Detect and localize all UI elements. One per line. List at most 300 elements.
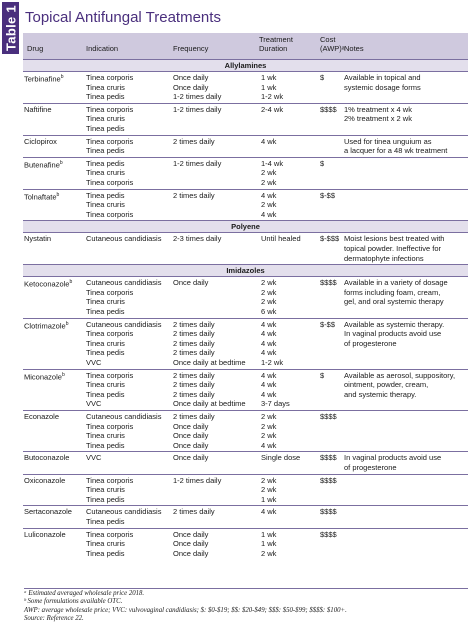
indication-cell bbox=[86, 278, 161, 316]
duration-cell-line: 2 wk bbox=[261, 278, 277, 288]
frequency-cell-line: 2 times daily bbox=[173, 348, 215, 358]
footnote-line: ᵃ Estimated averaged wholesale price 2018. bbox=[24, 590, 145, 597]
duration-cell-line bbox=[261, 146, 276, 156]
frequency-cell-line: 2 times daily bbox=[173, 136, 215, 146]
frequency-cell-line bbox=[173, 254, 221, 264]
frequency-cell-line bbox=[173, 210, 215, 220]
cost-cell-line bbox=[320, 124, 337, 134]
notes-cell-line: ointment, powder, cream, bbox=[344, 380, 429, 390]
indication-cell-line: Cutaneous candidiasis bbox=[86, 278, 162, 288]
frequency-cell-line bbox=[173, 244, 221, 254]
duration-cell-line: 1 wk bbox=[261, 529, 277, 539]
indication-cell-line: Tinea cruris bbox=[86, 200, 125, 210]
indication-cell-line: Cutaneous candidiasis bbox=[86, 319, 162, 329]
table-row bbox=[23, 505, 468, 527]
table-row bbox=[23, 189, 468, 221]
duration-cell-line: 2 wk bbox=[261, 411, 277, 421]
indication-cell-line: Cutaneous candidiasis bbox=[86, 411, 162, 421]
cost-cell-line bbox=[320, 422, 337, 432]
table-row bbox=[23, 276, 468, 317]
table-row bbox=[23, 318, 468, 369]
duration-cell-line: 4 wk bbox=[261, 190, 277, 200]
cost-cell-line bbox=[320, 358, 335, 368]
duration-cell-line: 2 wk bbox=[261, 297, 277, 307]
duration-cell-line: Single dose bbox=[261, 453, 301, 463]
cost-cell-line: $ bbox=[320, 73, 325, 82]
cost-cell bbox=[320, 507, 337, 526]
notes-cell bbox=[344, 278, 448, 316]
drug-name: Butoconazole bbox=[24, 453, 70, 463]
cost-cell-line: $-$$ bbox=[320, 190, 336, 200]
frequency-cell bbox=[173, 278, 208, 316]
frequency-cell bbox=[173, 476, 221, 505]
duration-cell-line bbox=[261, 244, 301, 254]
indication-cell-line: Tinea corporis bbox=[86, 73, 134, 82]
table-row bbox=[23, 528, 468, 560]
table-number-label: Table 1 bbox=[3, 5, 18, 51]
cost-cell-line: $ bbox=[320, 158, 325, 168]
duration-cell-line: 4 wk bbox=[261, 209, 277, 219]
notes-cell-line: of progesterone bbox=[344, 338, 397, 348]
duration-cell-line: Until healed bbox=[261, 234, 301, 244]
duration-cell-line: 4 wk bbox=[261, 348, 277, 358]
duration-cell bbox=[261, 278, 276, 316]
header-drug: Drug bbox=[27, 44, 44, 53]
duration-cell-line: 2 wk bbox=[261, 200, 277, 210]
footnote-line: Source: Reference 22. bbox=[24, 615, 84, 623]
duration-cell bbox=[261, 320, 283, 368]
duration-cell bbox=[261, 371, 290, 409]
frequency-cell-line: Once daily bbox=[173, 431, 209, 441]
frequency-cell bbox=[173, 507, 215, 526]
cost-cell bbox=[320, 73, 324, 102]
frequency-cell-line: Once daily bbox=[173, 548, 209, 558]
table-row bbox=[23, 157, 468, 189]
duration-cell-line: 1 wk bbox=[261, 82, 277, 92]
frequency-cell bbox=[173, 73, 221, 102]
notes-cell-line: forms including foam, cream, bbox=[344, 287, 441, 297]
duration-cell-line: 1-2 wk bbox=[261, 92, 284, 102]
indication-cell-line: Tinea pedis bbox=[86, 306, 125, 316]
frequency-cell-line: 2-3 times daily bbox=[173, 234, 222, 244]
cost-cell-line: $$$$ bbox=[320, 507, 337, 517]
cost-cell bbox=[320, 371, 324, 409]
table-row bbox=[23, 410, 468, 451]
notes-cell-line bbox=[344, 348, 444, 358]
duration-cell-line bbox=[261, 254, 301, 264]
footnote-line: ᵇ Some formulations available OTC. bbox=[24, 598, 123, 606]
footnote-line: AWP: average wholesale price; VVC: vulvovaginal candidiasis; $: $0-$19; $$: $20-$49; $$$: $50-$99; $$$$: $100+. bbox=[24, 606, 347, 614]
duration-cell-line: 4 wk bbox=[261, 440, 277, 450]
duration-cell-line: 4 wk bbox=[261, 389, 277, 399]
footnotes bbox=[24, 588, 468, 624]
frequency-cell-line: Once daily bbox=[173, 278, 209, 288]
frequency-cell-line: Once daily bbox=[173, 529, 209, 539]
indication-cell-line: Tinea corporis bbox=[86, 329, 134, 339]
cost-cell bbox=[320, 453, 337, 472]
drug-name: Oxiconazole bbox=[24, 475, 66, 485]
cost-cell-line: $$$$ bbox=[320, 104, 337, 114]
section-header: Polyene bbox=[23, 220, 468, 232]
indication-cell-line: VVC bbox=[86, 453, 102, 463]
indication-cell-line: Tinea cruris bbox=[86, 297, 125, 307]
frequency-cell-line: 2 times daily bbox=[173, 370, 215, 380]
cost-cell-line: $-$$ bbox=[320, 319, 336, 329]
frequency-cell-line: Once daily bbox=[173, 453, 209, 463]
duration-cell-line: 4 wk bbox=[261, 370, 277, 380]
cost-cell-line bbox=[320, 390, 324, 400]
table-body bbox=[23, 59, 468, 559]
cost-cell-line bbox=[320, 463, 337, 473]
cost-cell bbox=[320, 320, 335, 368]
notes-cell bbox=[344, 234, 444, 263]
cost-cell bbox=[320, 412, 337, 450]
indication-cell-line: Tinea pedis bbox=[86, 123, 125, 133]
cost-cell-line bbox=[320, 441, 337, 451]
duration-cell-line bbox=[261, 124, 283, 134]
duration-cell-line: 1-4 wk bbox=[261, 158, 284, 168]
cost-cell-line bbox=[320, 485, 337, 495]
duration-cell-line: 2 wk bbox=[261, 475, 277, 485]
frequency-cell-line: 1-2 times daily bbox=[173, 158, 222, 168]
cost-cell bbox=[320, 105, 337, 134]
duration-cell-line: 1-2 wk bbox=[261, 357, 284, 367]
frequency-cell-line: 1-2 times daily bbox=[173, 104, 222, 114]
indication-cell-line: Tinea corporis bbox=[86, 370, 134, 380]
frequency-cell-line: Once daily at bedtime bbox=[173, 399, 246, 409]
indication-cell bbox=[86, 234, 161, 263]
drug-name: Butenafine$^b$ bbox=[24, 159, 63, 170]
notes-cell-line: topical powder. Ineffective for bbox=[344, 243, 442, 253]
drug-name: Econazole bbox=[24, 411, 60, 421]
notes-cell-line: In vaginal products avoid use bbox=[344, 453, 442, 463]
indication-cell-line: Tinea pedis bbox=[86, 348, 125, 358]
frequency-cell-line: Once daily bbox=[173, 73, 209, 82]
frequency-cell bbox=[173, 105, 221, 134]
notes-cell-line: Available as systemic therapy. bbox=[344, 319, 445, 329]
duration-cell-line bbox=[261, 114, 283, 124]
cost-cell bbox=[320, 476, 337, 505]
duration-cell bbox=[261, 73, 283, 102]
indication-cell-line: Tinea corporis bbox=[86, 104, 134, 114]
duration-cell bbox=[261, 453, 300, 472]
header-cost-line2: (AWP)ᵃ bbox=[320, 44, 345, 53]
indication-cell-line: Tinea corporis bbox=[86, 136, 134, 146]
notes-cell-line: systemic dosage forms bbox=[344, 82, 421, 92]
cost-cell-line bbox=[320, 288, 337, 298]
cost-cell-line bbox=[320, 254, 339, 264]
indication-cell-line: Cutaneous candidiasis bbox=[86, 234, 162, 244]
notes-cell bbox=[344, 105, 412, 134]
cost-cell-line bbox=[320, 114, 337, 124]
cost-cell-line bbox=[320, 495, 337, 505]
cost-cell-line bbox=[320, 92, 324, 102]
notes-cell-line: Available in a variety of dosage bbox=[344, 278, 448, 288]
cost-cell-line bbox=[320, 200, 335, 210]
header-duration-line2: Duration bbox=[259, 44, 288, 53]
frequency-cell-line bbox=[173, 168, 221, 178]
indication-cell-line: Cutaneous candidiasis bbox=[86, 507, 162, 517]
duration-cell-line: 6 wk bbox=[261, 306, 277, 316]
frequency-cell-line: Once daily at bedtime bbox=[173, 357, 246, 367]
drug-name: Miconazole$^b$ bbox=[24, 371, 65, 382]
frequency-cell-line bbox=[173, 146, 215, 156]
duration-cell-line: 2 wk bbox=[261, 177, 277, 187]
frequency-cell bbox=[173, 159, 221, 188]
notes-cell-line bbox=[344, 307, 448, 317]
table-number-tab bbox=[2, 2, 19, 54]
notes-cell bbox=[344, 371, 455, 409]
duration-cell-line: 4 wk bbox=[261, 319, 277, 329]
notes-cell-line bbox=[344, 358, 444, 368]
cost-cell-line: $ bbox=[320, 370, 325, 380]
frequency-cell-line bbox=[173, 485, 221, 495]
drug-name: Clotrimazole$^b$ bbox=[24, 320, 69, 331]
cost-cell-line bbox=[320, 399, 324, 409]
duration-cell bbox=[261, 412, 276, 450]
indication-cell-line: Tinea pedis bbox=[86, 190, 125, 200]
frequency-cell-line bbox=[173, 288, 208, 298]
notes-cell-line: and systemic therapy. bbox=[344, 389, 417, 399]
table-title: Topical Antifungal Treatments bbox=[25, 9, 221, 26]
notes-cell bbox=[344, 320, 444, 368]
indication-cell bbox=[86, 453, 101, 472]
duration-cell-line: 4 wk bbox=[261, 338, 277, 348]
table-row bbox=[23, 474, 468, 506]
indication-cell-line: Tinea corporis bbox=[86, 421, 134, 431]
header-duration bbox=[259, 35, 309, 53]
table-row bbox=[23, 232, 468, 264]
frequency-cell-line bbox=[173, 517, 215, 527]
frequency-cell-line: 2 times daily bbox=[173, 338, 215, 348]
frequency-cell bbox=[173, 412, 215, 450]
frequency-cell-line: Once daily bbox=[173, 82, 209, 92]
indication-cell-line: Tinea corporis bbox=[86, 209, 134, 219]
notes-cell-line: gel, and oral systemic therapy bbox=[344, 297, 444, 307]
section-header: Imidazoles bbox=[23, 264, 468, 276]
indication-cell-line: Tinea pedis bbox=[86, 92, 125, 102]
table-header bbox=[23, 33, 468, 59]
notes-cell-line: dermatophyte infections bbox=[344, 253, 424, 263]
indication-cell-line bbox=[86, 244, 161, 254]
frequency-cell bbox=[173, 191, 215, 220]
duration-cell-line: 2 wk bbox=[261, 287, 277, 297]
indication-cell-line: Tinea pedis bbox=[86, 494, 125, 504]
frequency-cell-line: Once daily bbox=[173, 421, 209, 431]
duration-cell-line: 2 wk bbox=[261, 431, 277, 441]
indication-cell bbox=[86, 371, 133, 409]
cost-cell-line bbox=[320, 329, 335, 339]
frequency-cell-line: 2 times daily bbox=[173, 319, 215, 329]
header-indication: Indication bbox=[86, 44, 119, 53]
cost-cell-line bbox=[320, 380, 324, 390]
duration-cell bbox=[261, 234, 301, 263]
notes-cell bbox=[344, 453, 441, 472]
table-row bbox=[23, 103, 468, 135]
notes-cell-line: of progesterone bbox=[344, 462, 397, 472]
frequency-cell-line bbox=[173, 307, 208, 317]
indication-cell-line: Tinea cruris bbox=[86, 485, 125, 495]
duration-cell bbox=[261, 159, 283, 188]
notes-cell-line bbox=[344, 399, 455, 409]
frequency-cell bbox=[173, 371, 246, 409]
notes-cell-line: In vaginal products avoid use bbox=[344, 329, 442, 339]
indication-cell-line: Tinea cruris bbox=[86, 380, 125, 390]
frequency-cell-line bbox=[173, 495, 221, 505]
duration-cell bbox=[261, 507, 276, 526]
frequency-cell bbox=[173, 453, 208, 472]
header-duration-line1: Treatment bbox=[259, 35, 293, 44]
duration-cell-line: 3-7 days bbox=[261, 399, 290, 409]
notes-cell-line: a lacquer for a 48 wk treatment bbox=[344, 146, 448, 156]
table-row bbox=[23, 369, 468, 410]
cost-cell-line: $$$$ bbox=[320, 475, 337, 485]
indication-cell-line: Tinea pedis bbox=[86, 146, 125, 156]
frequency-cell-line bbox=[173, 297, 208, 307]
frequency-cell-line: 2 times daily bbox=[173, 411, 215, 421]
indication-cell-line: Tinea pedis bbox=[86, 389, 125, 399]
notes-cell-line: 1% treatment x 4 wk bbox=[344, 104, 412, 114]
frequency-cell-line: 2 times daily bbox=[173, 389, 215, 399]
cost-cell-line bbox=[320, 348, 335, 358]
frequency-cell-line bbox=[173, 178, 221, 188]
indication-cell-line: Tinea pedis bbox=[86, 440, 125, 450]
indication-cell-line: Tinea cruris bbox=[86, 539, 125, 549]
notes-cell-line: Used for tinea unguium as bbox=[344, 136, 432, 146]
frequency-cell bbox=[173, 530, 208, 559]
duration-cell-line bbox=[261, 517, 276, 527]
drug-name: Ciclopirox bbox=[24, 136, 57, 146]
duration-cell-line: 2-4 wk bbox=[261, 104, 284, 114]
duration-cell-line: 2 wk bbox=[261, 421, 277, 431]
notes-cell-line bbox=[344, 124, 412, 134]
duration-cell-line: 2 wk bbox=[261, 548, 277, 558]
indication-cell-line: Tinea pedis bbox=[86, 158, 125, 168]
notes-cell bbox=[344, 73, 421, 102]
duration-cell bbox=[261, 105, 283, 134]
frequency-cell bbox=[173, 320, 246, 368]
notes-cell-line: Moist lesions best treated with bbox=[344, 234, 445, 244]
drug-name: Nystatin bbox=[24, 234, 52, 244]
header-cost-line1: Cost bbox=[320, 35, 336, 44]
cost-cell bbox=[320, 159, 324, 188]
duration-cell-line: 4 wk bbox=[261, 507, 277, 517]
indication-cell-line: VVC bbox=[86, 357, 102, 367]
indication-cell-line: Tinea cruris bbox=[86, 114, 125, 124]
indication-cell-line: Tinea cruris bbox=[86, 168, 125, 178]
cost-cell-line bbox=[320, 83, 324, 93]
cost-cell bbox=[320, 278, 337, 316]
indication-cell-line: Tinea pedis bbox=[86, 548, 125, 558]
indication-cell bbox=[86, 412, 161, 450]
table-row bbox=[23, 71, 468, 103]
indication-cell bbox=[86, 530, 133, 559]
frequency-cell-line: Once daily bbox=[173, 440, 209, 450]
cost-cell-line: $$$$ bbox=[320, 278, 337, 288]
frequency-cell-line bbox=[173, 200, 215, 210]
frequency-cell-line: 2 times daily bbox=[173, 329, 215, 339]
cost-cell-line: $$$$ bbox=[320, 411, 337, 421]
frequency-cell-line: 1-2 times daily bbox=[173, 92, 222, 102]
frequency-cell-line: 2 times daily bbox=[173, 190, 215, 200]
indication-cell bbox=[86, 159, 133, 188]
cost-cell-line bbox=[320, 244, 339, 254]
notes-cell bbox=[344, 137, 447, 156]
indication-cell-line: Tinea corporis bbox=[86, 475, 134, 485]
cost-cell-line bbox=[320, 549, 337, 559]
cost-cell-line bbox=[320, 178, 324, 188]
duration-cell-line: 4 wk bbox=[261, 329, 277, 339]
cost-cell-line: $-$$$ bbox=[320, 234, 340, 244]
cost-cell-line: $$$$ bbox=[320, 529, 337, 539]
cost-cell-line bbox=[320, 307, 337, 317]
frequency-cell-line bbox=[173, 114, 221, 124]
table-row bbox=[23, 451, 468, 473]
indication-cell bbox=[86, 320, 161, 368]
notes-cell-line: Available in topical and bbox=[344, 73, 421, 82]
cost-cell-line bbox=[320, 210, 335, 220]
cost-cell bbox=[320, 530, 337, 559]
cost-cell-line: $$$$ bbox=[320, 453, 337, 463]
indication-cell bbox=[86, 73, 133, 102]
notes-cell-line bbox=[344, 92, 421, 102]
notes-cell-line: 2% treatment x 2 wk bbox=[344, 114, 412, 124]
duration-cell-line: 2 wk bbox=[261, 168, 277, 178]
cost-cell-line bbox=[320, 431, 337, 441]
notes-cell-line: Available as aerosol, suppository, bbox=[344, 370, 456, 380]
drug-name: Terbinafine$^b$ bbox=[24, 74, 64, 84]
indication-cell-line: Tinea corporis bbox=[86, 529, 134, 539]
drug-name: Naftifine bbox=[24, 104, 52, 114]
cost-cell-line bbox=[320, 297, 337, 307]
section-header: Allylamines bbox=[23, 59, 468, 71]
header-notes: Notes bbox=[344, 44, 364, 53]
duration-cell bbox=[261, 476, 276, 505]
frequency-cell-line: 2 times daily bbox=[173, 380, 215, 390]
duration-cell-line bbox=[261, 463, 300, 473]
cost-cell-line bbox=[320, 339, 335, 349]
frequency-cell-line: 1-2 times daily bbox=[173, 475, 222, 485]
drug-name: Tolnaftate$^b$ bbox=[24, 191, 60, 202]
indication-cell-line bbox=[86, 463, 101, 473]
cost-cell bbox=[320, 191, 335, 220]
frequency-cell bbox=[173, 234, 221, 263]
indication-cell bbox=[86, 137, 133, 156]
frequency-cell-line: 2 times daily bbox=[173, 507, 215, 517]
frequency-cell-line bbox=[173, 463, 208, 473]
duration-cell-line: 1 wk bbox=[261, 494, 277, 504]
duration-cell-line: 1 wk bbox=[261, 539, 277, 549]
duration-cell-line: 4 wk bbox=[261, 380, 277, 390]
duration-cell bbox=[261, 137, 276, 156]
cost-cell bbox=[320, 234, 339, 263]
frequency-cell bbox=[173, 137, 215, 156]
indication-cell-line: Tinea cruris bbox=[86, 82, 125, 92]
indication-cell bbox=[86, 476, 133, 505]
duration-cell-line: 1 wk bbox=[261, 73, 277, 82]
drug-name: Ketoconazole$^b$ bbox=[24, 279, 73, 289]
indication-cell-line: Tinea corporis bbox=[86, 177, 134, 187]
cost-cell-line bbox=[320, 168, 324, 178]
indication-cell bbox=[86, 105, 133, 134]
table-row bbox=[23, 135, 468, 157]
indication-cell-line: Tinea cruris bbox=[86, 431, 125, 441]
duration-cell-line: 2 wk bbox=[261, 485, 277, 495]
indication-cell-line bbox=[86, 254, 161, 264]
header-frequency: Frequency bbox=[173, 44, 209, 53]
frequency-cell-line bbox=[173, 124, 221, 134]
indication-cell bbox=[86, 507, 161, 526]
